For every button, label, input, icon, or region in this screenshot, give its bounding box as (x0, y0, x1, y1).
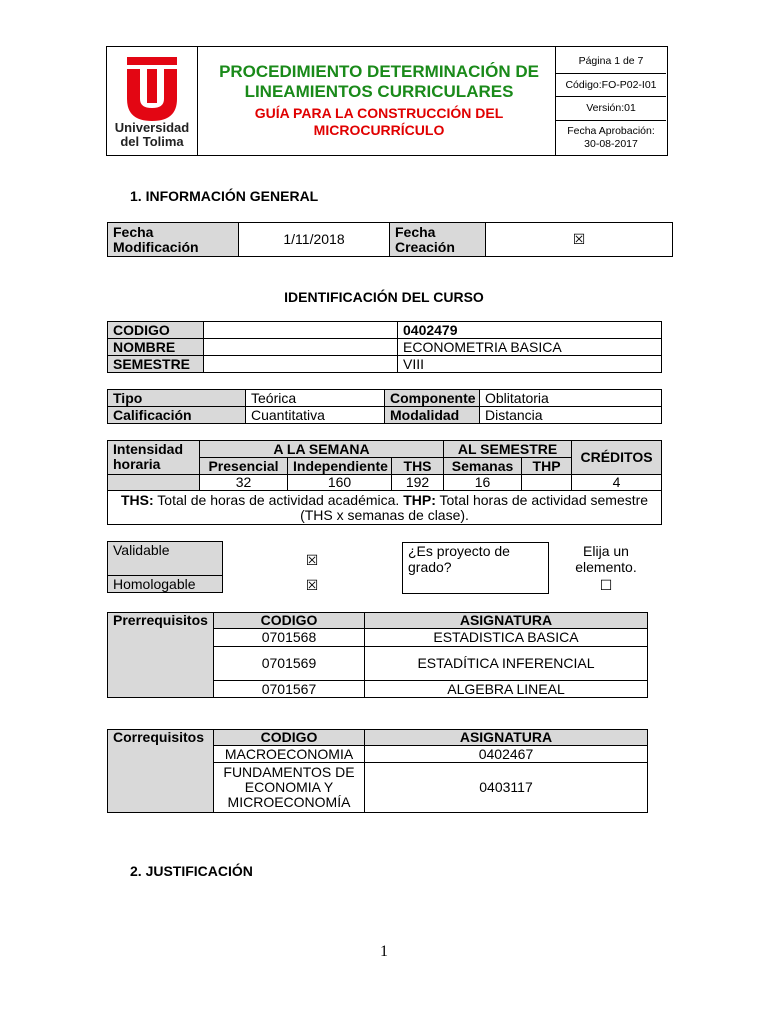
title-line-2: LINEAMIENTOS CURRICULARES (244, 82, 514, 101)
calificacion-value: Cuantitativa (246, 407, 385, 424)
componente-value: Oblitatoria (480, 390, 662, 407)
semester-header: AL SEMESTRE (444, 441, 572, 458)
modalidad-label: Modalidad (385, 407, 480, 424)
homologable-label: Homologable (108, 576, 223, 593)
homologable-checkbox[interactable]: ☒ (305, 577, 319, 593)
creation-date-label: Fecha Creación (390, 223, 486, 257)
intensity-label: Intensidad horaria (108, 441, 200, 475)
course-table (107, 321, 662, 373)
semanas-header: Semanas (444, 458, 522, 475)
tipo-label: Tipo (108, 390, 246, 407)
course-semester-value: VIII (398, 356, 662, 373)
course-identification-title: IDENTIFICACIÓN DEL CURSO (284, 289, 484, 305)
university-logo (107, 47, 198, 155)
document-code: Código:FO-P02-I01 (565, 79, 657, 91)
document-header (106, 46, 668, 156)
subtitle-line-2: MICROCURRÍCULO (313, 122, 445, 138)
corequisites-table (107, 729, 648, 813)
document-title (203, 62, 555, 102)
thp-value (522, 475, 572, 491)
corequisites-label: Correquisitos (108, 730, 214, 813)
ut-logo-icon (107, 47, 197, 155)
coreq-code: MACROECONOMIA (214, 746, 365, 763)
validable-checkbox[interactable]: ☒ (305, 552, 319, 568)
tipo-value: Teórica (246, 390, 385, 407)
title-line-1: PROCEDIMIENTO DETERMINACIÓN DE (219, 62, 539, 81)
ths-value: 192 (392, 475, 444, 491)
validable-label: Validable (108, 542, 223, 576)
course-code-value: 0402479 (398, 322, 662, 339)
prereq-subject: ALGEBRA LINEAL (365, 681, 648, 698)
dates-table (107, 222, 673, 257)
page-info: Página 1 de 7 (578, 55, 644, 67)
course-code-label: CODIGO (108, 322, 204, 339)
prerequisites-label: Prerrequisitos (108, 613, 214, 698)
prereq-subject: ESTADÍTICA INFERENCIAL (365, 647, 648, 681)
choose-element-checkbox[interactable]: ☐ (599, 577, 613, 593)
document-subtitle (203, 105, 555, 139)
choose-element-dropdown[interactable]: Elija un elemento. (575, 543, 637, 575)
prereq-code: 0701567 (214, 681, 365, 698)
document-version: Versión:01 (586, 102, 636, 114)
document-meta (555, 47, 667, 155)
university-name-line2: del Tolima (120, 134, 184, 149)
creation-date-checkbox[interactable]: ☒ (486, 223, 673, 257)
presencial-value: 32 (200, 475, 288, 491)
coreq-subject: 0403117 (365, 763, 648, 813)
course-type-table (107, 389, 662, 424)
intensity-table (107, 440, 662, 525)
subtitle-line-1: GUÍA PARA LA CONSTRUCCIÓN DEL (254, 105, 504, 121)
approval-label: Fecha Aprobación: (567, 125, 655, 137)
university-name-line1: Universidad (114, 120, 190, 135)
course-name-label: NOMBRE (108, 339, 204, 356)
modalidad-value: Distancia (480, 407, 662, 424)
section-1-title: 1. INFORMACIÓN GENERAL (130, 188, 319, 204)
section-2-title: 2. JUSTIFICACIÓN (130, 863, 253, 879)
semanas-value: 16 (444, 475, 522, 491)
hours-note: THS: Total de horas de actividad académica. THP: Total horas de actividad semestre (THS x semanas de clase). (108, 491, 662, 525)
prerequisites-subject-header: ASIGNATURA (365, 613, 648, 629)
corequisites-subject-header: ASIGNATURA (365, 730, 648, 746)
validation-table (107, 541, 223, 593)
independiente-header: Independiente (288, 458, 392, 475)
prerequisites-table (107, 612, 648, 698)
corequisites-code-header: CODIGO (214, 730, 365, 746)
presencial-header: Presencial (200, 458, 288, 475)
modification-date-label: Fecha Modificación (108, 223, 239, 257)
week-header: A LA SEMANA (200, 441, 444, 458)
calificacion-label: Calificación (108, 407, 246, 424)
coreq-code: FUNDAMENTOS DE ECONOMIA Y MICROECONOMÍA (214, 763, 365, 813)
prereq-code: 0701569 (214, 647, 365, 681)
project-question: ¿Es proyecto de grado? (402, 542, 549, 594)
ths-header: THS (392, 458, 444, 475)
course-name-value: ECONOMETRIA BASICA (398, 339, 662, 356)
prereq-subject: ESTADISTICA BASICA (365, 629, 648, 647)
course-semester-label: SEMESTRE (108, 356, 204, 373)
thp-header: THP (522, 458, 572, 475)
independiente-value: 160 (288, 475, 392, 491)
prereq-code: 0701568 (214, 629, 365, 647)
approval-date: 30-08-2017 (584, 138, 638, 150)
creditos-value: 4 (572, 475, 662, 491)
coreq-subject: 0402467 (365, 746, 648, 763)
componente-label: Componente (385, 390, 480, 407)
page-number: 1 (380, 943, 388, 960)
credits-header: CRÉDITOS (572, 441, 662, 475)
modification-date-value: 1/11/2018 (239, 223, 390, 257)
prerequisites-code-header: CODIGO (214, 613, 365, 629)
